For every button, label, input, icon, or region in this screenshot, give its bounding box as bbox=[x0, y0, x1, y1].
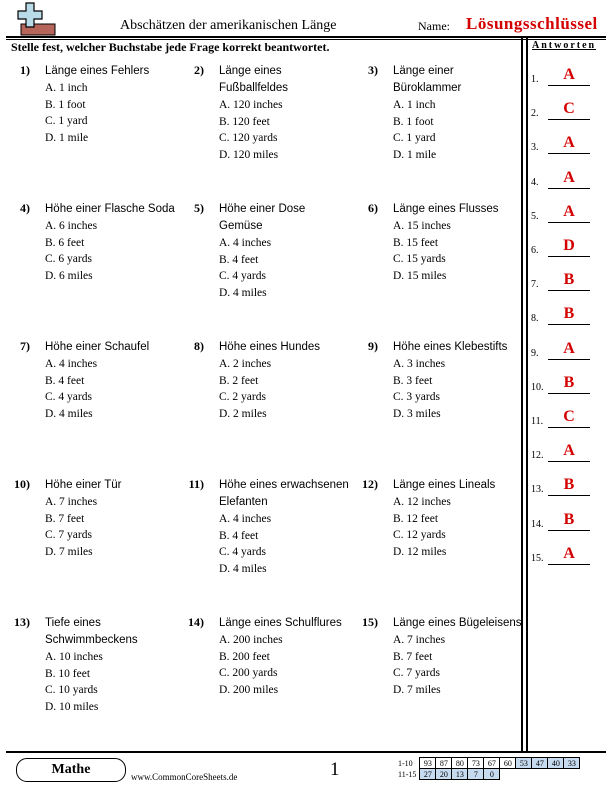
score-cell: 20 bbox=[436, 769, 452, 780]
answer-row bbox=[531, 541, 586, 565]
answer-blank-line bbox=[548, 393, 590, 394]
answer-option: C. 12 yards bbox=[393, 529, 446, 542]
answer-letter: C bbox=[563, 408, 575, 425]
answer-option: B. 6 feet bbox=[45, 236, 85, 249]
answer-blank-line bbox=[548, 495, 590, 496]
question-body bbox=[393, 63, 524, 163]
answer-option: C. 6 yards bbox=[45, 253, 92, 266]
question-number: 12) bbox=[362, 477, 378, 491]
question-body bbox=[219, 63, 350, 163]
answer-row bbox=[531, 62, 586, 86]
answer-option: A. 7 inches bbox=[393, 634, 446, 646]
answers-heading: Antworten bbox=[532, 40, 597, 51]
answer-row bbox=[531, 404, 586, 428]
answer-number: 1. bbox=[531, 74, 539, 85]
question-body bbox=[219, 201, 350, 301]
question-body bbox=[393, 339, 524, 422]
site-url: www.CommonCoreSheets.de bbox=[131, 772, 238, 782]
answer-letter: B bbox=[563, 271, 575, 289]
question-number: 3) bbox=[368, 63, 378, 77]
answer-option: D. 200 miles bbox=[219, 683, 279, 696]
answer-blank-line bbox=[548, 85, 590, 86]
answer-option: A. 200 inches bbox=[219, 634, 283, 646]
answer-blank-line bbox=[548, 188, 590, 189]
answer-blank-line bbox=[548, 564, 590, 565]
answer-option: C. 1 yard bbox=[393, 132, 436, 145]
answer-option: D. 1 mile bbox=[393, 148, 437, 161]
answer-option: B. 12 feet bbox=[393, 512, 439, 525]
score-cell: 0 bbox=[484, 769, 500, 780]
answer-option: D. 10 miles bbox=[45, 700, 99, 713]
answer-option: A. 4 inches bbox=[45, 358, 98, 370]
question-text: Länge eines Schulflures bbox=[219, 617, 342, 629]
answer-letter: D bbox=[563, 237, 575, 254]
question-number: 8) bbox=[194, 339, 204, 353]
answer-blank-line bbox=[548, 256, 590, 257]
answer-row bbox=[531, 165, 586, 189]
answer-blank-line bbox=[548, 461, 590, 462]
answer-option: B. 7 feet bbox=[393, 650, 433, 663]
answer-number: 8. bbox=[531, 313, 539, 325]
question-text: Höhe eines Klebestifts bbox=[393, 341, 508, 353]
score-cell: 53 bbox=[516, 758, 532, 769]
question-number: 11) bbox=[188, 477, 204, 491]
question-text: Tiefe eines Schwimmbeckens bbox=[45, 617, 138, 646]
answer-option: D. 15 miles bbox=[393, 269, 447, 282]
answer-option: C. 200 yards bbox=[219, 667, 278, 680]
answer-number: 5. bbox=[531, 210, 539, 222]
score-cell: 67 bbox=[484, 758, 500, 769]
answer-row bbox=[531, 507, 586, 531]
answer-option: A. 4 inches bbox=[219, 237, 272, 249]
answer-option: B. 200 feet bbox=[219, 650, 270, 663]
answer-option: D. 1 mile bbox=[45, 131, 89, 144]
page-number: 1 bbox=[330, 759, 340, 780]
answer-option: B. 120 feet bbox=[219, 115, 270, 128]
answer-option: B. 3 feet bbox=[393, 374, 433, 387]
answer-option: A. 6 inches bbox=[45, 220, 98, 232]
answer-column-divider-2 bbox=[526, 36, 528, 751]
answer-option: D. 6 miles bbox=[45, 269, 93, 282]
answer-option: A. 120 inches bbox=[219, 99, 283, 111]
answer-option: C. 15 yards bbox=[393, 253, 446, 266]
question-text: Höhe eines Hundes bbox=[219, 341, 321, 353]
question-body bbox=[45, 63, 176, 146]
logo-plus-icon bbox=[13, 2, 57, 36]
score-cell: 93 bbox=[420, 758, 436, 769]
question-number: 13) bbox=[14, 615, 30, 629]
answer-option: B. 1 foot bbox=[45, 98, 86, 111]
question-text: Länge eines Flusses bbox=[393, 203, 499, 215]
score-cell: 60 bbox=[500, 758, 516, 769]
answer-option: C. 4 yards bbox=[219, 270, 266, 283]
question-text: Höhe einer Schaufel bbox=[45, 341, 150, 353]
answer-row bbox=[531, 336, 586, 360]
answer-number: 9. bbox=[531, 347, 539, 359]
score-cell: 40 bbox=[548, 758, 564, 769]
question-number: 6) bbox=[368, 201, 378, 215]
question-text: Höhe einer Flasche Soda bbox=[45, 203, 175, 215]
question-number: 7) bbox=[20, 339, 30, 353]
score-cell: 33 bbox=[564, 758, 580, 769]
question-body bbox=[45, 615, 176, 715]
answer-option: B. 4 feet bbox=[45, 374, 85, 387]
question-text: Höhe eines erwachsenen Elefanten bbox=[219, 479, 349, 508]
question-number: 15) bbox=[362, 615, 378, 629]
question-number: 1) bbox=[20, 63, 30, 77]
question-text: Länge eines Fußballfeldes bbox=[219, 65, 289, 94]
answer-row bbox=[531, 472, 586, 496]
question-number: 9) bbox=[368, 339, 378, 353]
name-label: Name: bbox=[418, 19, 450, 33]
answer-blank-line bbox=[548, 530, 590, 531]
answer-option: D. 120 miles bbox=[219, 148, 279, 161]
answer-option: C. 10 yards bbox=[45, 684, 98, 697]
question-number: 14) bbox=[188, 615, 204, 629]
question-number: 5) bbox=[194, 201, 204, 215]
page-title: Abschätzen der amerikanischen Länge bbox=[120, 18, 337, 33]
score-range-label: 11-15 bbox=[398, 769, 417, 779]
answer-option: D. 7 miles bbox=[393, 683, 441, 696]
answer-key-label: Lösungsschlüssel bbox=[466, 14, 598, 33]
answer-blank-line bbox=[548, 427, 590, 428]
score-row bbox=[396, 758, 580, 769]
answer-option: D. 3 miles bbox=[393, 407, 441, 420]
answer-option: A. 1 inch bbox=[45, 82, 88, 94]
answer-option: A. 2 inches bbox=[219, 358, 272, 370]
answer-option: C. 1 yard bbox=[45, 115, 88, 128]
answer-number: 11. bbox=[531, 416, 544, 427]
question-body bbox=[393, 615, 524, 698]
answer-option: C. 120 yards bbox=[219, 132, 278, 145]
answer-letter: A bbox=[563, 339, 575, 357]
answer-number: 12. bbox=[531, 450, 544, 462]
question-number: 10) bbox=[14, 477, 30, 491]
answer-option: A. 10 inches bbox=[45, 651, 103, 663]
question-body bbox=[45, 339, 176, 422]
score-table bbox=[396, 757, 580, 780]
score-cell: 73 bbox=[468, 758, 484, 769]
score-cell: 27 bbox=[420, 769, 436, 780]
answer-option: C. 2 yards bbox=[219, 391, 266, 404]
answer-option: B. 4 feet bbox=[219, 529, 259, 542]
answer-number: 15. bbox=[531, 552, 544, 564]
answer-number: 3. bbox=[531, 142, 539, 154]
question-body bbox=[393, 477, 524, 560]
answer-blank-line bbox=[548, 222, 590, 223]
answer-option: A. 12 inches bbox=[393, 496, 451, 508]
score-cell: 80 bbox=[452, 758, 468, 769]
answer-option: B. 2 feet bbox=[219, 374, 259, 387]
answer-option: C. 7 yards bbox=[45, 529, 92, 542]
answer-option: D. 12 miles bbox=[393, 545, 447, 558]
answer-blank-line bbox=[548, 324, 590, 325]
answer-row bbox=[531, 130, 586, 154]
answer-option: B. 15 feet bbox=[393, 236, 439, 249]
answer-option: B. 1 foot bbox=[393, 115, 434, 128]
answer-option: D. 2 miles bbox=[219, 407, 267, 420]
score-cell: 7 bbox=[468, 769, 484, 780]
answer-blank-line bbox=[548, 290, 590, 291]
question-body bbox=[45, 201, 176, 284]
answer-letter: A bbox=[563, 66, 575, 83]
question-text: Länge eines Bügeleisens bbox=[393, 617, 522, 629]
answer-letter: A bbox=[563, 544, 575, 562]
answer-option: C. 4 yards bbox=[45, 391, 92, 404]
answer-number: 10. bbox=[531, 381, 544, 393]
question-number: 4) bbox=[20, 201, 30, 215]
answer-number: 14. bbox=[531, 518, 544, 530]
answer-option: B. 7 feet bbox=[45, 512, 85, 525]
score-row bbox=[396, 769, 580, 780]
answer-option: C. 4 yards bbox=[219, 546, 266, 559]
answer-row bbox=[531, 267, 586, 291]
question-body bbox=[219, 477, 350, 577]
answer-row bbox=[531, 96, 586, 120]
answer-option: B. 10 feet bbox=[45, 667, 91, 680]
subject-badge: Mathe bbox=[16, 758, 126, 782]
answer-letter: A bbox=[563, 168, 575, 186]
answer-blank-line bbox=[548, 153, 590, 154]
answer-letter: C bbox=[563, 100, 575, 118]
answer-number: 2. bbox=[531, 108, 539, 120]
answer-option: B. 4 feet bbox=[219, 253, 259, 266]
header-divider bbox=[6, 36, 606, 38]
question-body bbox=[393, 201, 524, 284]
answer-row bbox=[531, 233, 586, 257]
question-text: Länge eines Fehlers bbox=[45, 65, 150, 77]
answer-option: C. 7 yards bbox=[393, 667, 440, 680]
answer-letter: A bbox=[563, 134, 575, 152]
answer-blank-line bbox=[548, 359, 590, 360]
answer-row bbox=[531, 199, 586, 223]
answer-number: 6. bbox=[531, 245, 539, 256]
answer-letter: B bbox=[563, 510, 575, 528]
answer-option: D. 4 miles bbox=[219, 562, 267, 575]
question-body bbox=[219, 615, 350, 698]
answer-option: D. 7 miles bbox=[45, 545, 93, 558]
question-text: Höhe einer Dose Gemüse bbox=[219, 203, 306, 232]
answer-option: C. 3 yards bbox=[393, 391, 440, 404]
footer-divider bbox=[6, 751, 606, 753]
score-cell: 13 bbox=[452, 769, 468, 780]
instruction-text: Stelle fest, welcher Buchstabe jede Frage korrekt beantwortet. bbox=[11, 40, 330, 54]
score-range-label: 1-10 bbox=[398, 758, 413, 768]
answer-letter: B bbox=[563, 373, 575, 391]
question-body bbox=[219, 339, 350, 422]
answer-option: D. 4 miles bbox=[45, 407, 93, 420]
answer-blank-line bbox=[548, 119, 590, 120]
answer-option: A. 7 inches bbox=[45, 496, 98, 508]
answer-row bbox=[531, 370, 586, 394]
answer-option: D. 4 miles bbox=[219, 286, 267, 299]
score-cell: 47 bbox=[532, 758, 548, 769]
answer-number: 4. bbox=[531, 176, 539, 188]
score-cell: 87 bbox=[436, 758, 452, 769]
answer-row bbox=[531, 438, 586, 462]
answer-letter: B bbox=[563, 305, 575, 323]
answer-letter: B bbox=[563, 476, 575, 494]
answer-option: A. 15 inches bbox=[393, 220, 451, 232]
answer-number: 7. bbox=[531, 279, 539, 291]
answer-letter: A bbox=[563, 442, 575, 460]
question-text: Höhe einer Tür bbox=[45, 479, 122, 491]
answer-option: A. 3 inches bbox=[393, 358, 446, 370]
answer-option: A. 4 inches bbox=[219, 513, 272, 525]
question-body bbox=[45, 477, 176, 560]
answer-letter: A bbox=[563, 202, 575, 220]
answer-number: 13. bbox=[531, 484, 544, 496]
question-number: 2) bbox=[194, 63, 204, 77]
answer-row bbox=[531, 301, 586, 325]
answer-option: A. 1 inch bbox=[393, 99, 436, 111]
question-text: Länge einer Büroklammer bbox=[393, 65, 462, 94]
question-text: Länge eines Lineals bbox=[393, 479, 496, 491]
